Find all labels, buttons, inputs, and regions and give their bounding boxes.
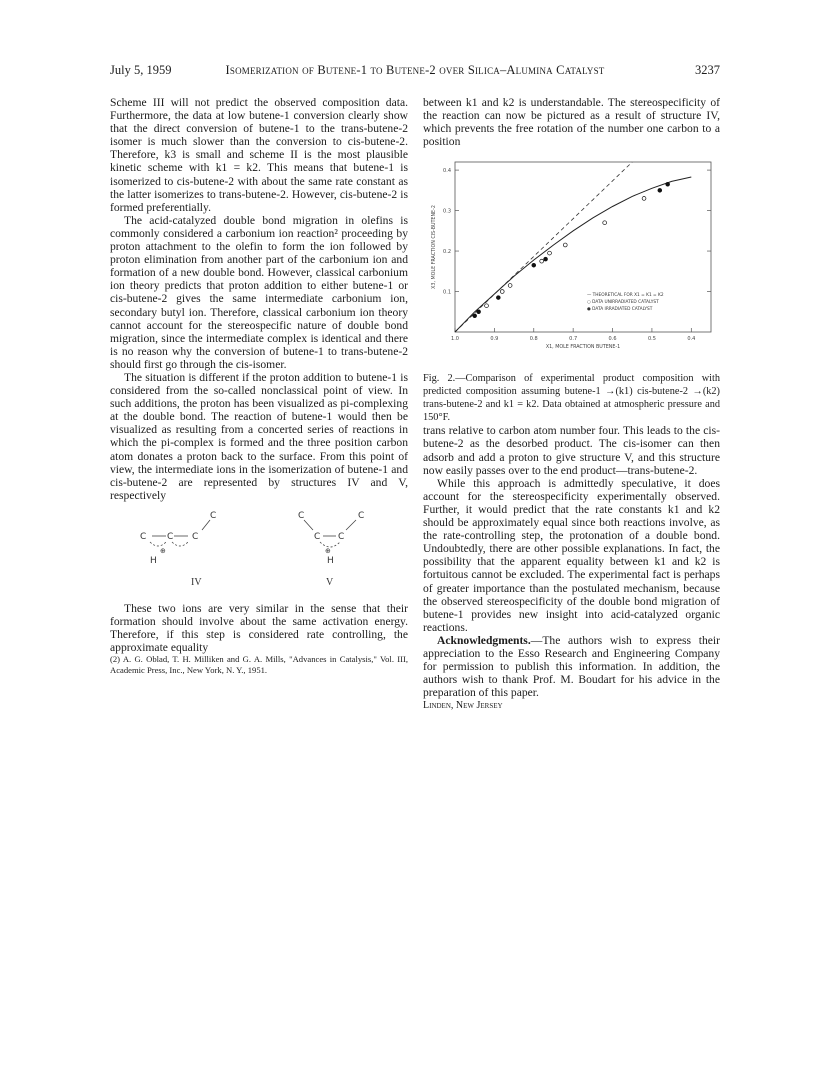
legend-entry: ● DATA IRRADIATED CATALYST bbox=[587, 307, 653, 313]
x-axis-label: X1, MOLE FRACTION BUTENE-1 bbox=[545, 345, 621, 351]
structure-v bbox=[304, 520, 356, 547]
y-tick-label: 0.4 bbox=[443, 168, 451, 175]
data-point-open bbox=[508, 284, 512, 288]
y-axis-label: X3, MOLE FRACTION CIS-BUTENE-2 bbox=[432, 205, 437, 290]
charge-label: ⊕ bbox=[325, 546, 331, 555]
location: Linden, New Jersey bbox=[423, 700, 503, 712]
x-tick-label: 0.7 bbox=[569, 336, 578, 343]
atom-label: H bbox=[150, 555, 157, 566]
data-point-filled bbox=[496, 296, 500, 300]
atom-label: C bbox=[358, 510, 365, 521]
x-tick-label: 1.0 bbox=[451, 336, 459, 343]
paragraph: These two ions are very similar in the sense that their formation should involve about the same activation energy. Therefore, if this step is considered rate controlling, the approximate equality bbox=[110, 601, 408, 655]
data-point-open bbox=[548, 252, 552, 256]
data-point-open bbox=[563, 243, 567, 247]
structure-v-label: V bbox=[326, 576, 334, 588]
y-tick-label: 0.3 bbox=[443, 208, 451, 215]
structure-iv bbox=[150, 520, 210, 546]
paragraph: The acid-catalyzed double bond migration in olefins is commonly considered a carbonium ion reaction² proceeding by proton attachment to the olefin to form the ion followed by proton elimination from another part of the carbonium ion and formation of a new double bond. However, classical carbonium ion theory predicts that proton addition to either butene-1 or cis-butene-2 gives the same intermediate carbonium ion, secondary butyl ion. Therefore, classical carbonium ion theory cannot account for the stereospecific nature of double bond migration, since the intermediate complex is identical and there is no reason why the conversion of butene-1 to trans-butene-2 should first go through the cis-isomer. bbox=[110, 213, 408, 371]
x-tick-label: 0.8 bbox=[529, 336, 538, 343]
header-title: Isomerization of Butene-1 to Butene-2 over Silica–Alumina Catalyst bbox=[225, 63, 605, 77]
data-point-open bbox=[603, 221, 607, 225]
data-point-open bbox=[642, 197, 646, 201]
data-point-filled bbox=[666, 183, 670, 187]
theoretical-curve bbox=[455, 177, 691, 332]
acknowledgments bbox=[423, 634, 720, 699]
legend-entry: ○ DATA UNIRRADIATED CATALYST bbox=[587, 300, 659, 306]
page-number: 3237 bbox=[695, 63, 720, 77]
data-point-filled bbox=[532, 264, 536, 268]
atom-label: C bbox=[338, 531, 345, 542]
right-column bbox=[423, 96, 720, 712]
footnote: (2) A. G. Oblad, T. H. Milliken and G. A. Mills, "Advances in Catalysis," Vol. III, Academic Press, Inc., New York, N. Y., 1951. bbox=[110, 654, 408, 676]
ack-text: —The authors wish to express their appreciation to the Esso Research and Engineering Company for permission to publish this information. In addition, the authors wish to thank Prof. M. Boudart for his advice in the preparation of this paper. bbox=[423, 633, 720, 700]
atom-label: C bbox=[298, 510, 305, 521]
atom-label: C bbox=[192, 531, 199, 542]
structure-iv-label: IV bbox=[191, 576, 202, 588]
atom-label: C bbox=[140, 531, 147, 542]
paragraph: trans relative to carbon atom number four. This leads to the cis-butene-2 as the desorbed product. The cis-isomer can then adsorb and add a proton to give structure V, and this structure now easily passes over to the end product—trans-butene-2. bbox=[423, 424, 720, 477]
x-tick-label: 0.4 bbox=[687, 336, 696, 343]
x-tick-label: 0.5 bbox=[647, 336, 656, 343]
atom-label: H bbox=[327, 555, 334, 566]
left-column bbox=[110, 96, 408, 676]
x-tick-label: 0.6 bbox=[608, 336, 617, 343]
data-point-open bbox=[540, 260, 544, 264]
y-tick-label: 0.2 bbox=[443, 249, 451, 256]
data-point-open bbox=[485, 304, 489, 308]
ack-heading: Acknowledgments. bbox=[437, 633, 531, 647]
figure-caption: Fig. 2.—Comparison of experimental product composition with predicted composition assuming butene-1 →(k1) cis-butene-2 →(k2) trans-butene-2 and k1 = k2. Data obtained at atmospheric pressure and 150°F. bbox=[423, 373, 720, 424]
plot-frame bbox=[455, 162, 711, 332]
chart bbox=[423, 154, 720, 366]
y-tick-label: 0.1 bbox=[443, 289, 451, 296]
legend-entry: — THEORETICAL FOR X1 = K1 = K2 bbox=[587, 293, 664, 299]
x-tick-label: 0.9 bbox=[490, 336, 499, 343]
figure-2 bbox=[423, 154, 720, 366]
structure-diagram bbox=[110, 506, 408, 592]
atom-label: C bbox=[210, 510, 217, 521]
paragraph: Scheme III will not predict the observed composition data. Furthermore, the data at low butene-1 conversion clearly show that the direct conversion of butene-1 to the trans-butene-2 isomer is much slower than the conversion to cis-butene-2. Therefore, k3 is small and scheme II is the most plausible kinetic scheme with k1 = k2. This means that butene-1 is isomerized to cis-butene-2 with about the same rate constant as the latter isomerizes to trans-butene-2. However, cis-butene-2 is formed preferentially. bbox=[110, 96, 408, 214]
data-point-filled bbox=[477, 310, 481, 314]
charge-label: ⊕ bbox=[160, 546, 166, 555]
data-point-open bbox=[500, 290, 504, 294]
data-point-filled bbox=[473, 314, 477, 318]
chemical-structures bbox=[110, 506, 408, 592]
data-point-filled bbox=[658, 189, 662, 193]
atom-label: C bbox=[314, 531, 321, 542]
running-header bbox=[110, 63, 720, 79]
header-date: July 5, 1959 bbox=[110, 63, 172, 77]
paragraph: between k1 and k2 is understandable. The stereospecificity of the reaction can now be pictured as a result of structure IV, which prevents the free rotation of the number one carbon to a position bbox=[423, 96, 720, 149]
atom-label: C bbox=[167, 531, 174, 542]
data-point-filled bbox=[544, 258, 548, 262]
paragraph: The situation is different if the proton addition to butene-1 is considered from the so-called nonclassical point of view. In such additions, the proton has been visualized as pi-complexing at the double bond. The reaction of butene-1 would then be visualized as resulting from a concerted series of reactions in which the pi-complex is formed and the three position carbon atom donates a proton back to the surface. From this point of view, the intermediate ions in the isomerization of butene-1 and cis-butene-2 are represented by structures IV and V, respectively bbox=[110, 370, 408, 502]
paragraph: While this approach is admittedly speculative, it does account for the stereospecificity experimentally observed. Further, it would predict that the rate constants k1 and k2 should be approximately equal since both reactions involve, as the rate-controlling step, the protonation of a double bond. Undoubtedly, there are other possible explanations. In fact, the possibility that the apparent equality between k1 and k2 is fortuitous cannot be excluded. The experimental fact is perhaps of greater importance than the postulated mechanism, because the observed stereospecificity of the double bond migration of butene-1 provides new insight into acid-catalyzed organic reactions. bbox=[423, 476, 720, 634]
